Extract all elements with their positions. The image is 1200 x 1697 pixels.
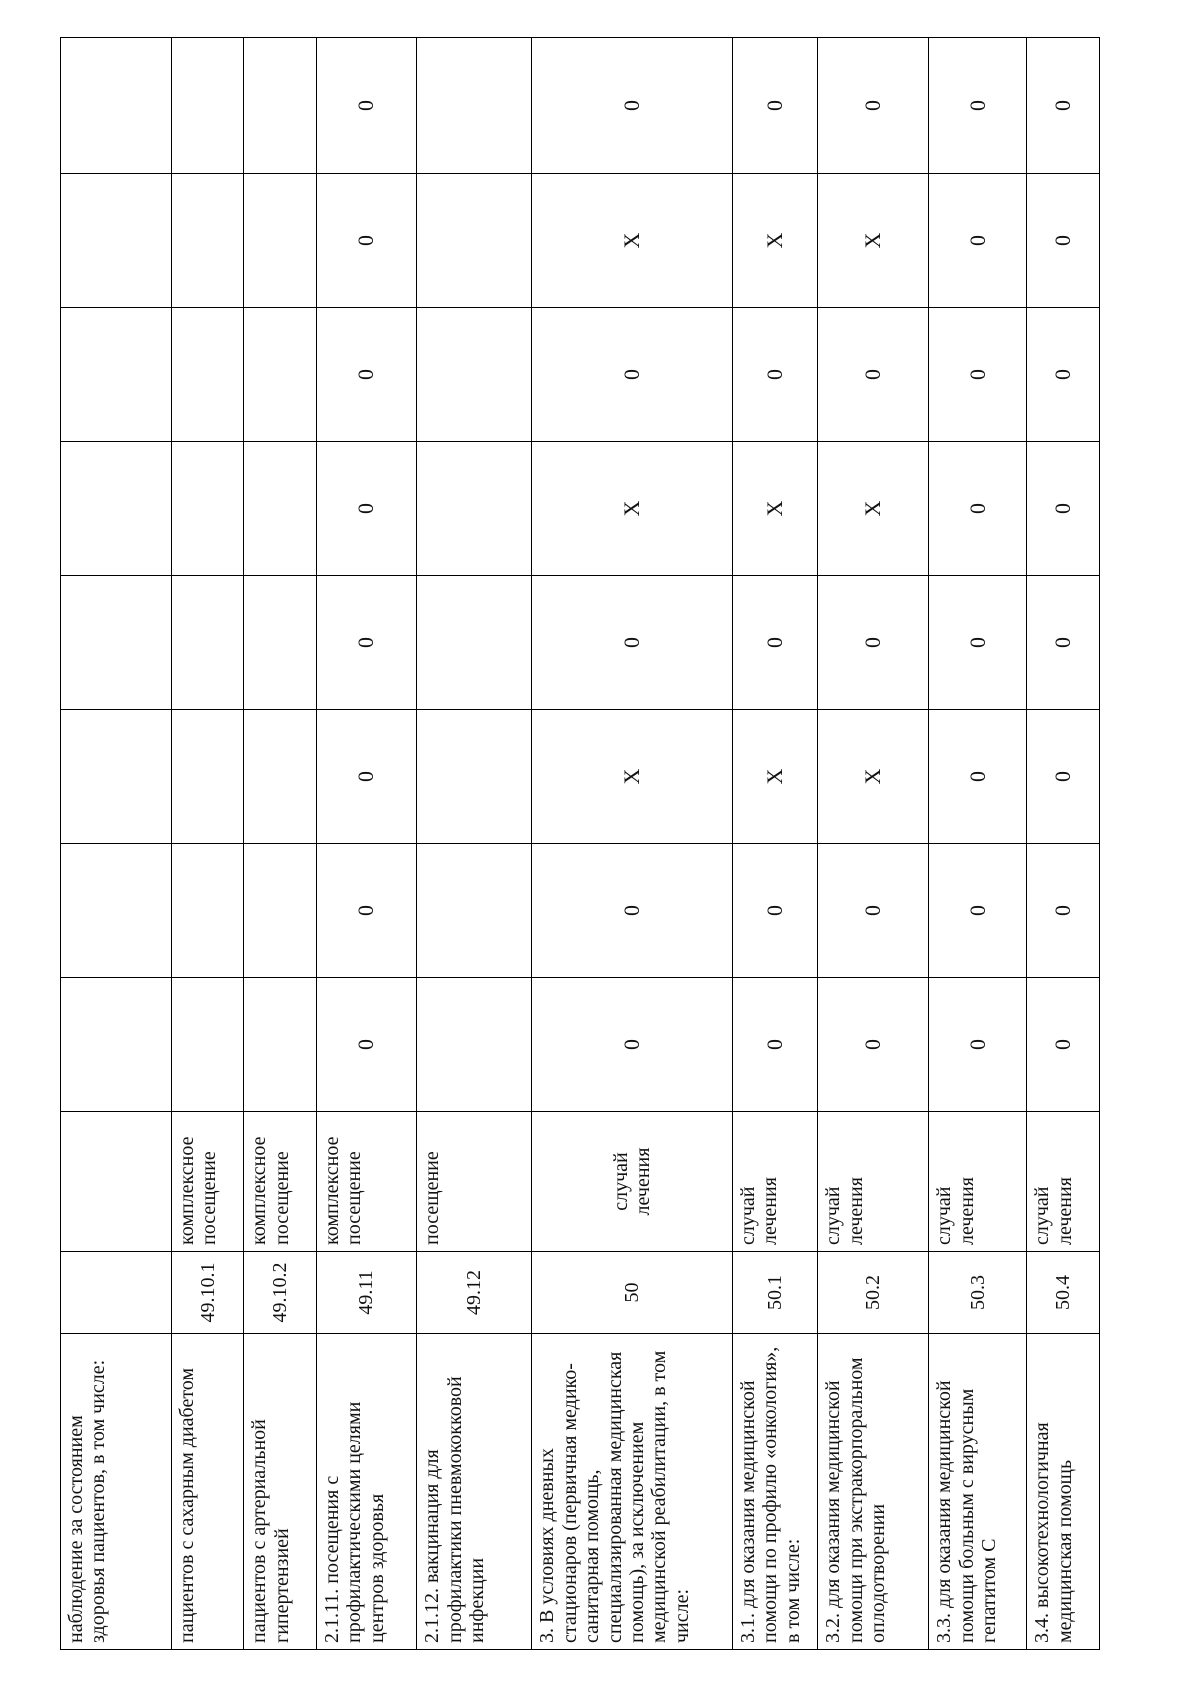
row-name-cell: 2.1.11. посещения с профилактическими целями центров здоровья <box>317 1334 417 1650</box>
row-value-cell: X <box>818 442 929 576</box>
row-value-cell: X <box>733 710 818 844</box>
table-rotation-frame <box>60 38 1100 1650</box>
row-value-cell: 0 <box>317 38 417 174</box>
row-value-cell <box>244 442 317 576</box>
row-value-cell: 0 <box>929 576 1027 710</box>
table-body <box>61 38 1100 1650</box>
row-value-cell: 0 <box>818 978 929 1112</box>
row-unit-cell: комплексное посещение <box>317 1112 417 1252</box>
row-value-cell: 0 <box>929 978 1027 1112</box>
row-unit-cell: комплексное посещение <box>244 1112 317 1252</box>
row-unit-cell: случай лечения <box>1027 1112 1100 1252</box>
row-name-cell: 3.1. для оказания медицинской помощи по профилю «онкология», в том числе: <box>733 1334 818 1650</box>
table-row <box>244 38 317 1650</box>
data-table <box>60 37 1100 1650</box>
row-value-cell: 0 <box>317 308 417 442</box>
row-value-cell <box>244 174 317 308</box>
row-code-cell: 50 <box>532 1252 733 1334</box>
row-name-cell: пациентов с артериальной гипертензией <box>244 1334 317 1650</box>
row-value-cell: 0 <box>532 844 733 978</box>
row-name-cell: наблюдение за состоянием здоровья пациентов, в том числе: <box>61 1334 172 1650</box>
row-value-cell <box>244 710 317 844</box>
row-value-cell: 0 <box>818 308 929 442</box>
row-value-cell <box>171 174 244 308</box>
row-value-cell <box>61 38 172 174</box>
row-value-cell: 0 <box>1027 308 1100 442</box>
row-value-cell: 0 <box>929 844 1027 978</box>
row-value-cell: 0 <box>733 308 818 442</box>
row-value-cell: 0 <box>818 844 929 978</box>
row-value-cell <box>417 844 532 978</box>
row-value-cell <box>61 576 172 710</box>
row-value-cell: 0 <box>317 710 417 844</box>
row-value-cell: 0 <box>1027 576 1100 710</box>
row-value-cell: 0 <box>1027 38 1100 174</box>
row-value-cell <box>61 174 172 308</box>
row-value-cell: 0 <box>929 308 1027 442</box>
table-row <box>417 38 532 1650</box>
row-value-cell: 0 <box>317 174 417 308</box>
row-value-cell: 0 <box>733 978 818 1112</box>
row-code-cell: 49.10.1 <box>171 1252 244 1334</box>
row-value-cell <box>244 308 317 442</box>
row-value-cell <box>417 576 532 710</box>
row-value-cell: 0 <box>1027 174 1100 308</box>
row-unit-cell: случай лечения <box>818 1112 929 1252</box>
row-value-cell: 0 <box>818 576 929 710</box>
row-name-cell: 3.4. высокотехнологичная медицинская помощь <box>1027 1334 1100 1650</box>
table-row <box>818 38 929 1650</box>
row-value-cell <box>61 308 172 442</box>
row-code-cell <box>61 1252 172 1334</box>
row-unit-cell: случай лечения <box>532 1112 733 1252</box>
row-code-cell: 50.1 <box>733 1252 818 1334</box>
row-value-cell: 0 <box>532 576 733 710</box>
row-value-cell <box>61 978 172 1112</box>
row-value-cell: 0 <box>733 38 818 174</box>
row-value-cell: 0 <box>532 308 733 442</box>
row-code-cell: 49.12 <box>417 1252 532 1334</box>
row-unit-cell: посещение <box>417 1112 532 1252</box>
row-value-cell: 0 <box>929 174 1027 308</box>
row-value-cell: 0 <box>317 978 417 1112</box>
row-value-cell: X <box>733 174 818 308</box>
row-value-cell: 0 <box>532 978 733 1112</box>
table-row <box>61 38 172 1650</box>
row-value-cell: 0 <box>929 442 1027 576</box>
row-code-cell: 49.10.2 <box>244 1252 317 1334</box>
row-value-cell: 0 <box>733 844 818 978</box>
row-value-cell: 0 <box>532 38 733 174</box>
row-value-cell <box>417 978 532 1112</box>
table-row <box>532 38 733 1650</box>
row-value-cell <box>417 710 532 844</box>
row-value-cell: 0 <box>317 442 417 576</box>
row-value-cell <box>417 38 532 174</box>
row-value-cell: X <box>733 442 818 576</box>
row-value-cell: 0 <box>1027 710 1100 844</box>
row-value-cell <box>417 442 532 576</box>
row-value-cell: 0 <box>818 38 929 174</box>
row-value-cell <box>171 442 244 576</box>
row-value-cell <box>171 576 244 710</box>
row-value-cell: 0 <box>317 844 417 978</box>
row-value-cell <box>244 576 317 710</box>
row-value-cell: 0 <box>1027 978 1100 1112</box>
row-code-cell: 50.2 <box>818 1252 929 1334</box>
table-row <box>733 38 818 1650</box>
row-value-cell: X <box>818 710 929 844</box>
row-name-cell: пациентов с сахарным диабетом <box>171 1334 244 1650</box>
row-value-cell <box>244 38 317 174</box>
row-code-cell: 49.11 <box>317 1252 417 1334</box>
row-value-cell <box>61 710 172 844</box>
row-value-cell: X <box>818 174 929 308</box>
row-unit-cell <box>61 1112 172 1252</box>
table-row <box>929 38 1027 1650</box>
row-value-cell: 0 <box>317 576 417 710</box>
row-value-cell: 0 <box>929 710 1027 844</box>
row-value-cell: 0 <box>929 38 1027 174</box>
row-value-cell <box>171 38 244 174</box>
row-value-cell <box>61 844 172 978</box>
row-value-cell: 0 <box>1027 442 1100 576</box>
row-value-cell: X <box>532 174 733 308</box>
table-row <box>171 38 244 1650</box>
table-row <box>317 38 417 1650</box>
row-value-cell <box>417 308 532 442</box>
table-row <box>1027 38 1100 1650</box>
row-value-cell: X <box>532 442 733 576</box>
row-value-cell <box>171 308 244 442</box>
row-name-cell: 3.2. для оказания медицинской помощи при экстракорпоральном оплодотворении <box>818 1334 929 1650</box>
row-value-cell <box>171 710 244 844</box>
row-name-cell: 3.3. для оказания медицинской помощи больным с вирусным гепатитом С <box>929 1334 1027 1650</box>
row-name-cell: 3. В условиях дневных стационаров (первичная медико-санитарная помощь, специализированная медицинская помощь), за исключением медицинской реабилитации, в том числе: <box>532 1334 733 1650</box>
row-value-cell: X <box>532 710 733 844</box>
row-unit-cell: случай лечения <box>733 1112 818 1252</box>
row-value-cell <box>244 844 317 978</box>
row-value-cell <box>417 174 532 308</box>
rotated-sheet <box>60 38 1100 1650</box>
row-unit-cell: комплексное посещение <box>171 1112 244 1252</box>
row-code-cell: 50.3 <box>929 1252 1027 1334</box>
row-code-cell: 50.4 <box>1027 1252 1100 1334</box>
row-unit-cell: случай лечения <box>929 1112 1027 1252</box>
row-value-cell: 0 <box>733 576 818 710</box>
row-value-cell <box>244 978 317 1112</box>
row-value-cell <box>171 844 244 978</box>
row-value-cell <box>61 442 172 576</box>
row-value-cell <box>171 978 244 1112</box>
row-name-cell: 2.1.12. вакцинация для профилактики пневмококковой инфекции <box>417 1334 532 1650</box>
row-value-cell: 0 <box>1027 844 1100 978</box>
